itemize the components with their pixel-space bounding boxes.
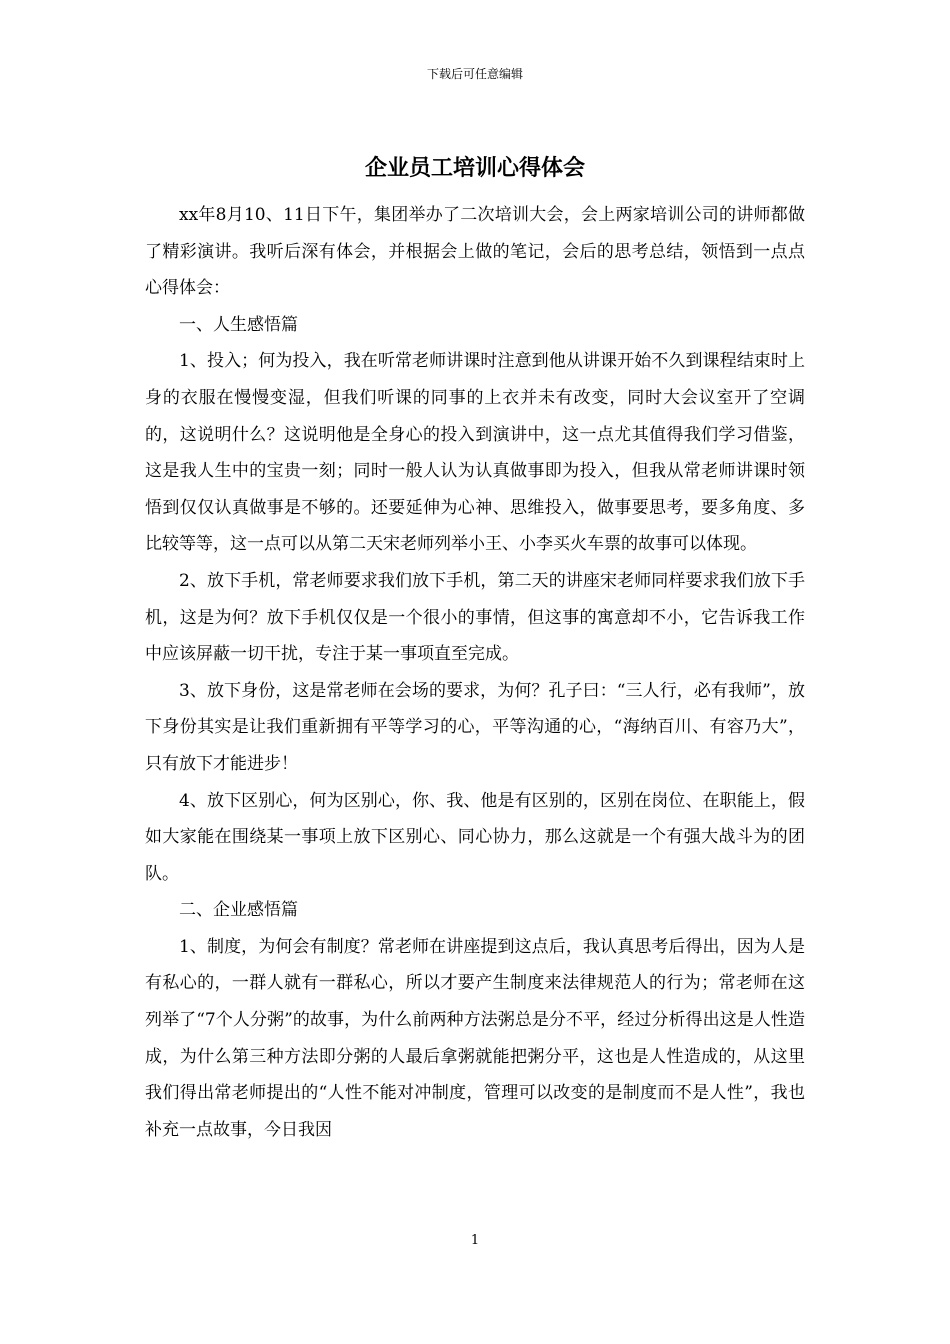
paragraph-life-2: 2、放下手机，常老师要求我们放下手机，第二天的讲座宋老师同样要求我们放下手机，这是为何？放下手机仅仅是一个很小的事情，但这事的寓意却不小，它告诉我工作中应该屏蔽一切干扰，专注于某一事项直至完成。: [145, 570, 805, 665]
paragraph-life-3: 3、放下身份，这是常老师在会场的要求，为何？孔子曰：“三人行，必有我师”，放下身份其实是让我们重新拥有平等学习的心，平等沟通的心，“海纳百川、有容乃大”，只有放下才能进步！: [145, 680, 805, 774]
page-number: 1: [470, 1233, 480, 1248]
document-body: [145, 197, 805, 1148]
header-note: 下载后可任意编辑: [426, 67, 523, 81]
paragraph-enterprise-1: 1、制度，为何会有制度？常老师在讲座提到这点后，我认真思考后得出，因为人是有私心的，一群人就有一群私心，所以才要产生制度来法律规范人的行为；常老师在这列举了“7个人分粥”的故事，为什么前两种方法粥总是分不平，经过分析得出这是人性造成，为什么第三种方法即分粥的人最后拿粥就能把粥分平，这也是人性造成的，从这里我们得出常老师提出的“人性不能对冲制度，管理可以改变的是制度而不是人性”，我也补充一点故事，今日我因: [145, 936, 805, 1140]
paragraph-life-1: 1、投入；何为投入，我在听常老师讲课时注意到他从讲课开始不久到课程结束时上身的衣服在慢慢变湿，但我们听课的同事的上衣并未有改变，同时大会议室开了空调的，这说明什么？这说明他是全身心的投入到演讲中，这一点尤其值得我们学习借鉴，这是我人生中的宝贵一刻；同时一般人认为认真做事即为投入，但我从常老师讲课时领悟到仅仅认真做事是不够的。还要延伸为心神、思维投入，做事要思考，要多角度、多比较等等，这一点可以从第二天宋老师列举小王、小李买火车票的故事可以体现。: [145, 351, 805, 555]
section-heading-life: 一、人生感悟篇: [179, 314, 298, 335]
paragraph-life-4: 4、放下区别心，何为区别心，你、我、他是有区别的，区别在岗位、在职能上，假如大家能在围绕某一事项上放下区别心、同心协力，那么这就是一个有强大战斗为的团队。: [145, 790, 805, 884]
paragraph-intro: xx年8月10、11日下午，集团举办了二次培训大会，会上两家培训公司的讲师都做了精彩演讲。我听后深有体会，并根据会上做的笔记，会后的思考总结，领悟到一点点心得体会：: [145, 205, 805, 299]
section-heading-enterprise: 二、企业感悟篇: [179, 900, 298, 921]
document-title: 企业员工培训心得体会: [364, 155, 585, 181]
